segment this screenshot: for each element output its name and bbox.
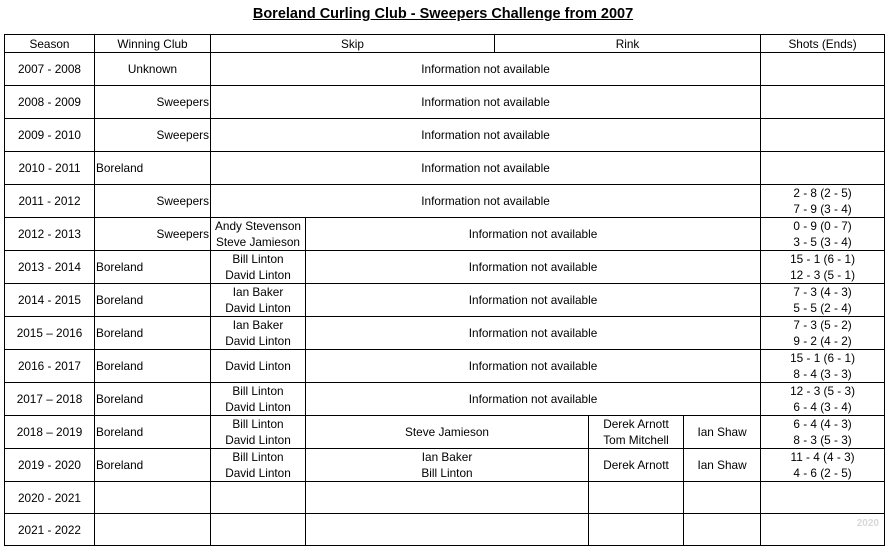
shots-cell-line: 7 - 9 (3 - 4) bbox=[793, 202, 852, 216]
season-cell bbox=[5, 317, 95, 350]
shots-cell-line: 7 - 3 (5 - 2) bbox=[793, 318, 852, 332]
winning-club-cell bbox=[95, 383, 211, 416]
rink-cell-line: Bill Linton bbox=[421, 466, 473, 480]
rink-cell bbox=[684, 416, 761, 449]
rink-cell-line: Steve Jamieson bbox=[405, 425, 489, 439]
skip-cell-line: Steve Jamieson bbox=[216, 235, 300, 249]
skip-cell bbox=[211, 514, 306, 546]
season-cell-line: 2013 - 2014 bbox=[18, 260, 81, 274]
season-cell bbox=[5, 53, 95, 86]
shots-cell bbox=[761, 317, 885, 350]
skip-cell bbox=[211, 416, 306, 449]
info-cell bbox=[211, 119, 761, 152]
winning-club-cell-line: Boreland bbox=[96, 161, 144, 175]
season-cell-line: 2007 - 2008 bbox=[18, 62, 81, 76]
table-row bbox=[5, 514, 885, 546]
skip-cell-line: Andy Stevenson bbox=[215, 219, 301, 233]
skip-cell bbox=[211, 218, 306, 251]
season-cell bbox=[5, 350, 95, 383]
table-row bbox=[5, 86, 885, 119]
skip-cell bbox=[211, 350, 306, 383]
season-cell bbox=[5, 482, 95, 514]
results-table bbox=[4, 34, 885, 546]
winning-club-cell bbox=[95, 449, 211, 482]
season-cell-line: 2014 - 2015 bbox=[18, 293, 81, 307]
shots-cell-line: 0 - 9 (0 - 7) bbox=[793, 219, 852, 233]
rink-cell bbox=[684, 482, 761, 514]
info-cell bbox=[306, 350, 761, 383]
season-cell bbox=[5, 119, 95, 152]
season-cell bbox=[5, 86, 95, 119]
skip-cell bbox=[211, 482, 306, 514]
shots-cell bbox=[761, 218, 885, 251]
skip-cell-line: Ian Baker bbox=[232, 318, 284, 332]
shots-cell bbox=[761, 152, 885, 185]
winning-club-cell bbox=[95, 284, 211, 317]
winning-club-cell-line: Sweepers bbox=[156, 194, 209, 208]
winning-club-cell bbox=[95, 119, 211, 152]
shots-cell-line: 5 - 5 (2 - 4) bbox=[793, 301, 852, 315]
table-row bbox=[5, 416, 885, 449]
winning-club-cell bbox=[95, 482, 211, 514]
rink-cell bbox=[589, 514, 684, 546]
info-cell-line: Information not available bbox=[421, 95, 550, 109]
shots-cell-line: 9 - 2 (4 - 2) bbox=[793, 334, 852, 348]
skip-cell bbox=[211, 317, 306, 350]
rink-cell bbox=[306, 514, 589, 546]
season-cell-line: 2011 - 2012 bbox=[18, 194, 81, 208]
info-cell-line: Information not available bbox=[421, 128, 550, 142]
skip-cell-line: Bill Linton bbox=[232, 384, 284, 398]
skip-cell bbox=[211, 383, 306, 416]
shots-cell-line: 6 - 4 (4 - 3) bbox=[793, 417, 852, 431]
winning-club-cell-line: Boreland bbox=[96, 458, 144, 472]
info-cell-line: Information not available bbox=[421, 161, 550, 175]
table-row bbox=[5, 350, 885, 383]
shots-cell bbox=[761, 449, 885, 482]
rink-cell bbox=[684, 449, 761, 482]
skip-cell-line: Bill Linton bbox=[232, 252, 284, 266]
shots-cell bbox=[761, 383, 885, 416]
table-row bbox=[5, 53, 885, 86]
shots-cell-line: 12 - 3 (5 - 1) bbox=[790, 268, 855, 282]
table-row bbox=[5, 317, 885, 350]
winning-club-cell bbox=[95, 514, 211, 546]
header-rink: Rink bbox=[495, 35, 761, 53]
info-cell bbox=[211, 152, 761, 185]
skip-cell-line: Ian Baker bbox=[232, 285, 284, 299]
rink-cell bbox=[589, 449, 684, 482]
rink-cell bbox=[306, 416, 589, 449]
winning-club-cell bbox=[95, 152, 211, 185]
winning-club-cell-line: Boreland bbox=[96, 425, 144, 439]
shots-cell-line: 12 - 3 (5 - 3) bbox=[790, 384, 855, 398]
table-row bbox=[5, 185, 885, 218]
shots-cell-line: 4 - 6 (2 - 5) bbox=[793, 466, 852, 480]
winning-club-cell-line: Boreland bbox=[96, 293, 144, 307]
rink-cell bbox=[589, 416, 684, 449]
winning-club-cell-line: Boreland bbox=[96, 326, 144, 340]
header-skip: Skip bbox=[211, 35, 495, 53]
skip-cell-line: David Linton bbox=[225, 334, 291, 348]
winning-club-cell bbox=[95, 416, 211, 449]
info-cell-line: Information not available bbox=[468, 293, 598, 307]
rink-cell-line: Ian Shaw bbox=[697, 425, 747, 439]
winning-club-cell-line: Sweepers bbox=[156, 128, 209, 142]
table-row bbox=[5, 482, 885, 514]
season-cell bbox=[5, 449, 95, 482]
info-cell-line: Information not available bbox=[468, 260, 598, 274]
skip-cell-line: David Linton bbox=[225, 301, 291, 315]
skip-cell-line: David Linton bbox=[225, 268, 291, 282]
season-cell bbox=[5, 218, 95, 251]
info-cell-line: Information not available bbox=[468, 392, 598, 406]
skip-cell-line: David Linton bbox=[225, 466, 291, 480]
skip-cell-line: David Linton bbox=[225, 359, 291, 373]
winning-club-cell bbox=[95, 53, 211, 86]
winning-club-cell-line: Unknown bbox=[127, 62, 178, 76]
rink-cell bbox=[306, 449, 589, 482]
skip-cell bbox=[211, 284, 306, 317]
shots-cell-line: 6 - 4 (3 - 4) bbox=[793, 400, 852, 414]
header-winning-club: Winning Club bbox=[95, 35, 211, 53]
season-cell bbox=[5, 383, 95, 416]
season-cell bbox=[5, 514, 95, 546]
table-row bbox=[5, 152, 885, 185]
table-row bbox=[5, 449, 885, 482]
season-cell-line: 2017 – 2018 bbox=[16, 392, 83, 406]
winning-club-cell-line: Sweepers bbox=[156, 95, 209, 109]
season-cell bbox=[5, 152, 95, 185]
season-cell bbox=[5, 185, 95, 218]
header-shots-ends: Shots (Ends) bbox=[761, 35, 885, 53]
rink-cell-line: Ian Baker bbox=[421, 450, 473, 464]
info-cell bbox=[211, 86, 761, 119]
season-cell-line: 2008 - 2009 bbox=[18, 95, 81, 109]
info-cell bbox=[306, 251, 761, 284]
winning-club-cell bbox=[95, 218, 211, 251]
winning-club-cell-line: Boreland bbox=[96, 392, 144, 406]
rink-cell bbox=[306, 482, 589, 514]
shots-cell bbox=[761, 350, 885, 383]
skip-cell bbox=[211, 251, 306, 284]
season-cell-line: 2020 - 2021 bbox=[18, 490, 81, 505]
table-row bbox=[5, 383, 885, 416]
info-cell bbox=[306, 284, 761, 317]
shots-cell-line: 11 - 4 (4 - 3) bbox=[790, 450, 855, 464]
skip-cell-line: David Linton bbox=[225, 433, 291, 447]
info-cell-line: Information not available bbox=[421, 62, 550, 76]
shots-cell bbox=[761, 416, 885, 449]
info-cell-line: Information not available bbox=[468, 359, 598, 373]
rink-cell-line: Ian Shaw bbox=[697, 458, 747, 472]
winning-club-cell bbox=[95, 185, 211, 218]
winning-club-cell bbox=[95, 86, 211, 119]
rink-cell-line: Tom Mitchell bbox=[603, 433, 669, 447]
shots-cell bbox=[761, 251, 885, 284]
shots-cell bbox=[761, 482, 885, 514]
watermark: 2020 bbox=[856, 518, 879, 529]
season-cell bbox=[5, 251, 95, 284]
shots-cell-line: 15 - 1 (6 - 1) bbox=[790, 351, 855, 365]
skip-cell-line: Bill Linton bbox=[232, 450, 284, 464]
winning-club-cell bbox=[95, 350, 211, 383]
season-cell-line: 2012 - 2013 bbox=[18, 227, 81, 241]
table-body bbox=[5, 53, 885, 546]
info-cell bbox=[306, 383, 761, 416]
winning-club-cell bbox=[95, 317, 211, 350]
shots-cell-line: 8 - 3 (5 - 3) bbox=[793, 433, 852, 447]
season-cell bbox=[5, 284, 95, 317]
header-season: Season bbox=[5, 35, 95, 53]
winning-club-cell-line: Boreland bbox=[96, 359, 144, 373]
shots-cell bbox=[761, 53, 885, 86]
info-cell bbox=[306, 218, 761, 251]
season-cell-line: 2021 - 2022 bbox=[18, 522, 81, 537]
shots-cell-line: 8 - 4 (3 - 3) bbox=[793, 367, 852, 381]
season-cell-line: 2018 – 2019 bbox=[16, 425, 83, 439]
shots-cell-line: 15 - 1 (6 - 1) bbox=[790, 252, 855, 266]
season-cell bbox=[5, 416, 95, 449]
rink-cell bbox=[589, 482, 684, 514]
season-cell-line: 2016 - 2017 bbox=[18, 359, 81, 373]
info-cell bbox=[211, 185, 761, 218]
info-cell-line: Information not available bbox=[468, 326, 598, 340]
shots-cell-line: 3 - 5 (3 - 4) bbox=[793, 235, 852, 249]
info-cell-line: Information not available bbox=[468, 227, 598, 241]
rink-cell-line: Derek Arnott bbox=[603, 458, 669, 472]
skip-cell bbox=[211, 449, 306, 482]
winning-club-cell-line: Boreland bbox=[96, 260, 144, 274]
info-cell bbox=[306, 317, 761, 350]
winning-club-cell bbox=[95, 251, 211, 284]
table-row bbox=[5, 284, 885, 317]
info-cell-line: Information not available bbox=[421, 194, 550, 208]
info-cell bbox=[211, 53, 761, 86]
shots-cell bbox=[761, 185, 885, 218]
shots-cell bbox=[761, 284, 885, 317]
shots-cell-line: 7 - 3 (4 - 3) bbox=[793, 285, 852, 299]
table-row bbox=[5, 251, 885, 284]
season-cell-line: 2015 – 2016 bbox=[16, 326, 83, 340]
rink-cell-line: Derek Arnott bbox=[603, 417, 669, 431]
season-cell-line: 2010 - 2011 bbox=[18, 161, 81, 175]
table-row bbox=[5, 119, 885, 152]
skip-cell-line: Bill Linton bbox=[232, 417, 284, 431]
header-row bbox=[5, 35, 885, 53]
season-cell-line: 2019 - 2020 bbox=[18, 458, 81, 472]
shots-cell-line: 2 - 8 (2 - 5) bbox=[793, 186, 852, 200]
table-row bbox=[5, 218, 885, 251]
season-cell-line: 2009 - 2010 bbox=[18, 128, 81, 142]
shots-cell bbox=[761, 86, 885, 119]
skip-cell-line: David Linton bbox=[225, 400, 291, 414]
page-title: Boreland Curling Club - Sweepers Challenge from 2007 bbox=[252, 6, 634, 22]
rink-cell bbox=[684, 514, 761, 546]
shots-cell bbox=[761, 119, 885, 152]
winning-club-cell-line: Sweepers bbox=[156, 227, 209, 241]
